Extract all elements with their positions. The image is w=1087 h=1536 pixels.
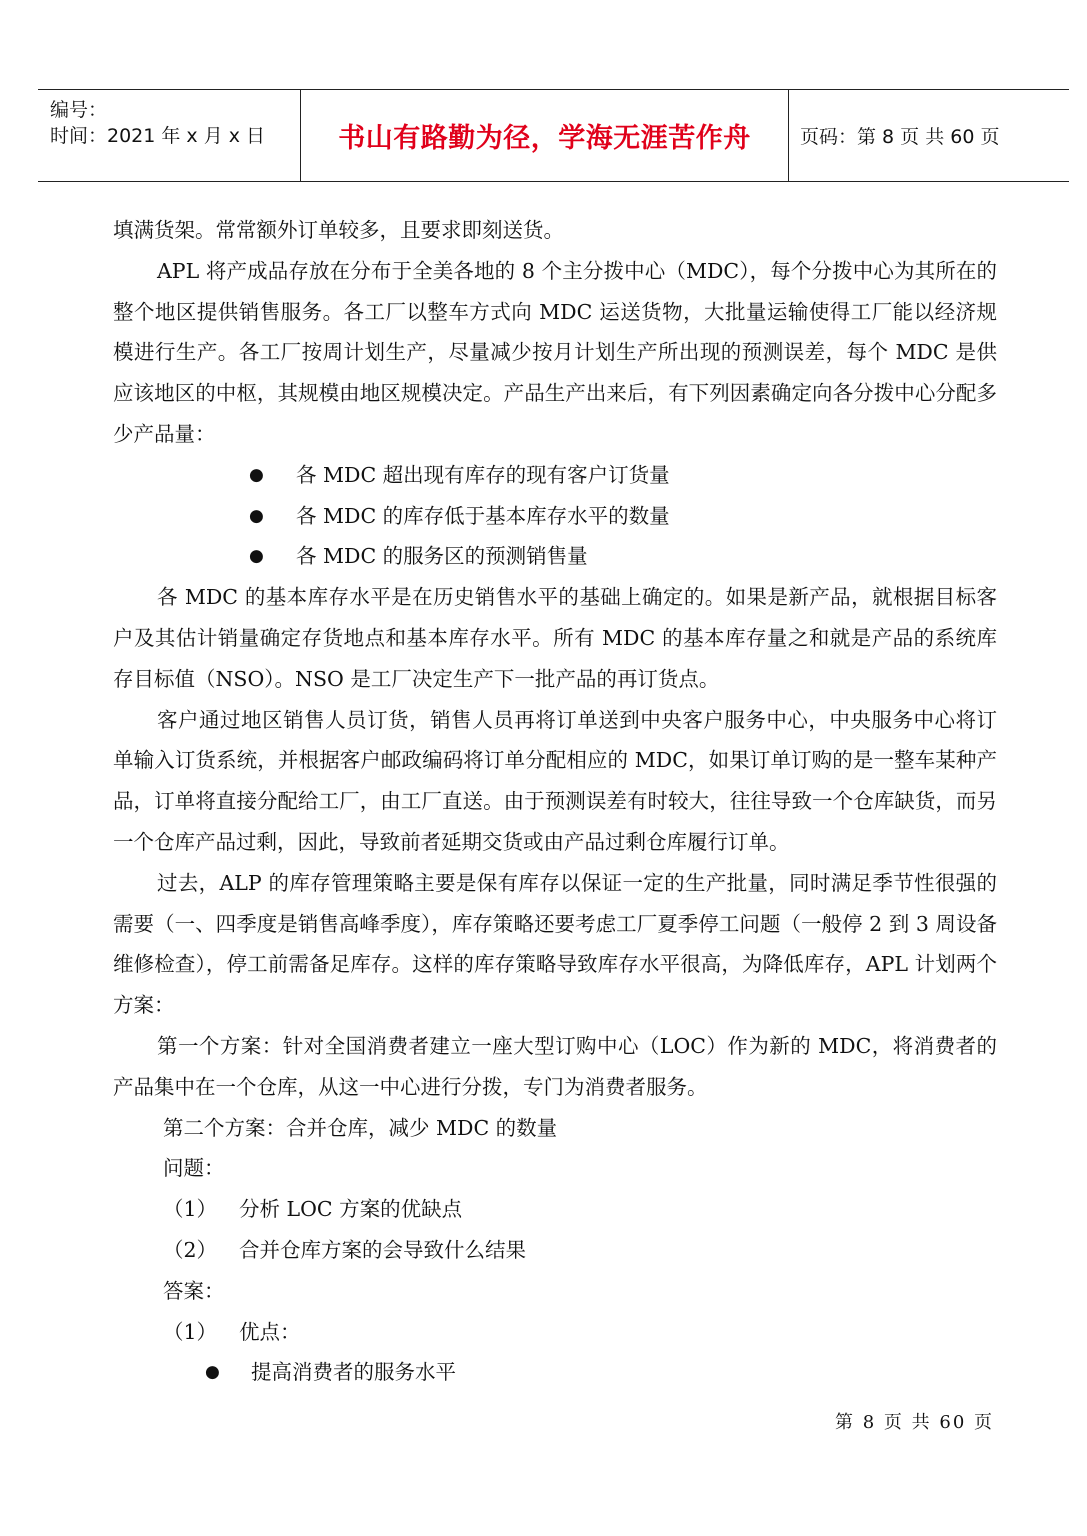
bullet-icon: ● (205, 1362, 220, 1383)
list-item (113, 455, 997, 496)
list-item (113, 1352, 997, 1393)
page-footer: 第 8 页 共 60 页 (835, 1412, 994, 1433)
question-text: 分析 LOC 方案的优缺点 (239, 1197, 463, 1222)
header-divider (788, 90, 789, 181)
questions-label: 问题： (163, 1156, 225, 1181)
bullet-icon: ● (249, 464, 264, 485)
answer-item (113, 1312, 997, 1353)
header-motto: 书山有路勤为径，学海无涯苦作舟 (338, 123, 751, 154)
list-item (113, 496, 997, 537)
list-item-text: 提高消费者的服务水平 (251, 1360, 456, 1385)
paragraph: APL 将产成品存放在分布于全美各地的 8 个主分拨中心（MDC），每个分拨中心为其所在的整个地区提供销售服务。各工厂以整车方式向 MDC 运送货物，大批量运输使得工厂能以经济规模进行生产。各工厂按周计划生产，尽量减少按月计划生产所出现的预测误差，每个 MDC 是供应该地区的中枢，其规模由地区规模决定。产品生产出来后，有下列因素确定向各分拨中心分配多少产品量： (113, 258, 997, 446)
list-item-text: 各 MDC 超出现有库存的现有客户订货量 (296, 462, 670, 487)
bullet-list (113, 455, 997, 577)
answer-text: 优点： (239, 1319, 301, 1344)
doc-time-label: 时间：2021 年 x 月 x 日 (50, 125, 266, 147)
bullet-icon: ● (249, 505, 264, 526)
list-item-text: 各 MDC 的库存低于基本库存水平的数量 (296, 503, 670, 528)
bullet-icon: ● (249, 546, 264, 567)
paragraph: 填满货架。常常额外订单较多，且要求即刻送货。 (113, 218, 564, 242)
paragraph: 第二个方案：合并仓库，减少 MDC 的数量 (163, 1115, 558, 1140)
doc-number-label: 编号： (50, 99, 108, 121)
paragraph: 第一个方案：针对全国消费者建立一座大型订购中心（LOC）作为新的 MDC，将消费者的产品集中在一个仓库，从这一中心进行分拨，专门为消费者服务。 (113, 1033, 997, 1099)
question-number: （1） (163, 1197, 218, 1222)
answer-number: （1） (163, 1319, 218, 1344)
list-item-text: 各 MDC 的服务区的预测销售量 (296, 544, 588, 569)
question-item (113, 1230, 997, 1271)
header-page-code: 页码：第 8 页 共 60 页 (800, 126, 1000, 148)
header-meta (50, 90, 300, 181)
answers-label: 答案： (163, 1278, 225, 1303)
question-text: 合并仓库方案的会导致什么结果 (239, 1237, 526, 1262)
question-number: （2） (163, 1237, 218, 1262)
document-body (113, 210, 997, 1393)
question-item (113, 1189, 997, 1230)
paragraph: 过去，ALP 的库存管理策略主要是保有库存以保证一定的生产批量，同时满足季节性很强的需要（一、四季度是销售高峰季度），库存策略还要考虑工厂夏季停工问题（一般停 2 到 3 周设备维修检查），停工前需备足库存。这样的库存策略导致库存水平很高，为降低库存，APL 计划两个方案： (113, 870, 997, 1018)
page-header (38, 89, 1069, 182)
paragraph: 各 MDC 的基本库存水平是在历史销售水平的基础上确定的。如果是新产品，就根据目标客户及其估计销量确定存货地点和基本库存水平。所有 MDC 的基本库存量之和就是产品的系统库存目标值（NSO）。NSO 是工厂决定生产下一批产品的再订货点。 (113, 585, 997, 691)
paragraph: 客户通过地区销售人员订货，销售人员再将订单送到中央客户服务中心，中央服务中心将订单输入订货系统，并根据客户邮政编码将订单分配相应的 MDC，如果订单订购的是一整车某种产品，订单将直接分配给工厂，由工厂直送。由于预测误差有时较大，往往导致一个仓库缺货，而另一个仓库产品过剩，因此，导致前者延期交货或由产品过剩仓库履行订单。 (113, 707, 997, 854)
list-item (113, 536, 997, 577)
